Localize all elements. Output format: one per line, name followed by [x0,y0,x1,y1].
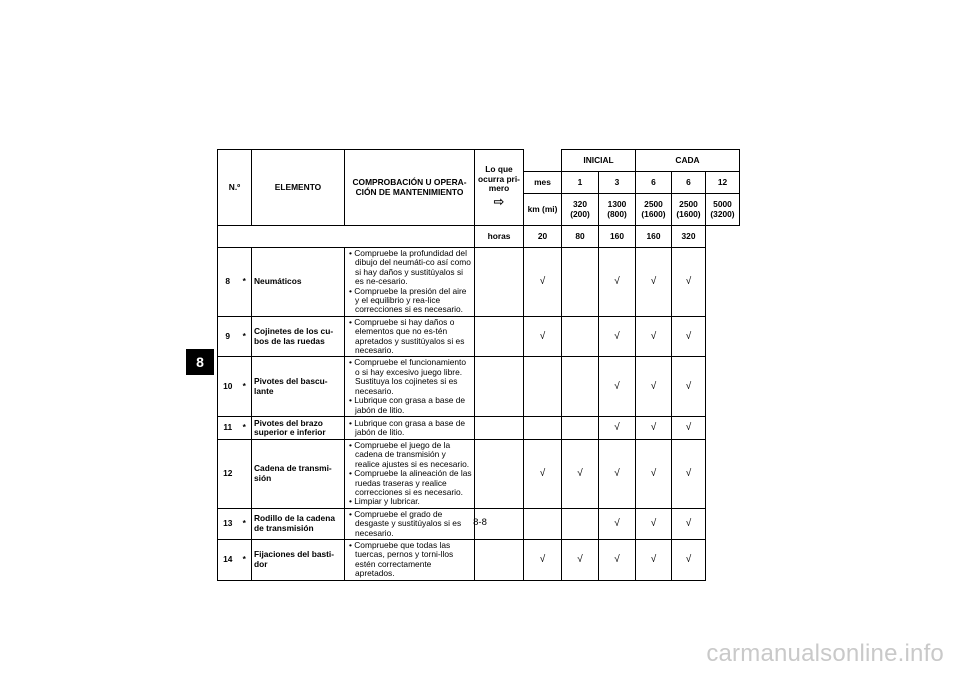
row-mark: * [238,248,252,317]
check-bullet: • Lubrique con grasa a base de jabón de litio. [349,417,466,437]
header-km-value: 2500 (1600) [672,194,706,226]
header-item: ELEMENTO [252,150,345,226]
table-row [218,416,740,439]
header-km-label: km (mi) [524,194,562,226]
row-checks [345,357,475,416]
interval-check: √ [636,316,672,357]
row-mark: * [238,539,252,580]
row-first-blank [475,357,524,416]
row-item: Cadena de transmi-sión [252,439,345,508]
interval-check [562,248,599,317]
row-first-blank [475,316,524,357]
check-bullet: • Compruebe el funcionamiento o si hay excesivo juego libre. Sustituya los cojinetes si es necesario. [349,357,466,396]
interval-check: √ [636,508,672,539]
header-month-value: 12 [706,172,740,194]
header-spacer [218,226,475,248]
row-first-blank [475,539,524,580]
interval-check: √ [636,539,672,580]
header-first-label: Lo que ocurra pri-mero [478,164,520,193]
header-month-value: 3 [599,172,636,194]
header-every: CADA [636,150,740,172]
header-month-label: mes [524,172,562,194]
row-number: 11 [218,416,238,439]
row-number: 13 [218,508,238,539]
row-item: Pivotes del brazo superior e inferior [252,416,345,439]
interval-check: √ [562,539,599,580]
check-bullet: • Lubrique con grasa a base de jabón de litio. [349,395,466,415]
interval-check: √ [636,439,672,508]
row-number: 9 [218,316,238,357]
check-bullet: • Compruebe la profundidad del dibujo del neumáti-co así como si hay daños y sustitúyalos si es ne-cesario. [349,248,471,287]
table-row [218,357,740,416]
header-km-value: 5000 (3200) [706,194,740,226]
row-first-blank [475,416,524,439]
header-hours-value: 80 [562,226,599,248]
row-mark: * [238,357,252,416]
row-number: 10 [218,357,238,416]
chapter-tab: 8 [186,349,214,375]
table-row [218,316,740,357]
interval-check: √ [672,416,706,439]
row-item: Rodillo de la cadena de transmisión [252,508,345,539]
interval-check: √ [599,508,636,539]
interval-check: √ [524,316,562,357]
header-hours-value: 160 [599,226,636,248]
table-row [218,439,740,508]
maintenance-schedule-table [217,149,740,581]
interval-check: √ [599,539,636,580]
interval-check: √ [599,416,636,439]
row-item: Fijaciones del basti-dor [252,539,345,580]
row-checks [345,316,475,357]
row-mark: * [238,508,252,539]
row-first-blank [475,439,524,508]
header-month-value: 6 [636,172,672,194]
table-row [218,539,740,580]
interval-check: √ [672,357,706,416]
header-month-value: 1 [562,172,599,194]
interval-check: √ [672,508,706,539]
arrow-right-icon: ⇨ [493,194,505,210]
header-check: COMPROBACIÓN U OPERA-CIÓN DE MANTENIMIENTO [345,150,475,226]
table-row [218,248,740,317]
row-checks [345,439,475,508]
interval-check [524,416,562,439]
row-item: Pivotes del bascu-lante [252,357,345,416]
interval-check: √ [672,439,706,508]
row-number: 14 [218,539,238,580]
interval-check: √ [636,357,672,416]
header-num: N.º [218,150,252,226]
interval-check: √ [599,439,636,508]
row-mark: * [238,416,252,439]
check-bullet: • Compruebe la alineación de las ruedas traseras y realice correcciones si es necesario. [349,468,472,497]
interval-check: √ [562,439,599,508]
row-checks [345,416,475,439]
page-number: 8-8 [473,517,487,528]
row-item: Neumáticos [252,248,345,317]
row-first-blank [475,248,524,317]
interval-check: √ [599,316,636,357]
interval-check: √ [524,248,562,317]
row-mark [238,439,252,508]
row-checks [345,248,475,317]
check-bullet: • Compruebe el juego de la cadena de transmisión y realice ajustes si es necesario. [349,439,470,469]
interval-check [562,316,599,357]
interval-check: √ [636,248,672,317]
interval-check: √ [672,539,706,580]
interval-check: √ [672,316,706,357]
header-hours-value: 320 [672,226,706,248]
interval-check: √ [672,248,706,317]
header-first [475,150,524,226]
row-mark: * [238,316,252,357]
header-km-value: 1300 (800) [599,194,636,226]
interval-check: √ [636,416,672,439]
interval-check: √ [524,439,562,508]
interval-check [524,357,562,416]
row-checks [345,539,475,580]
header-hours-value: 160 [636,226,672,248]
header-month-value: 6 [672,172,706,194]
watermark-logo: carmanualsonline.info [706,640,944,667]
interval-check [562,416,599,439]
check-bullet: • Limpiar y lubricar. [349,496,420,507]
header-initial: INICIAL [562,150,636,172]
row-number: 8 [218,248,238,317]
check-bullet: • Compruebe el grado de desgaste y sustitúyalos si es necesario. [349,508,462,538]
interval-check: √ [599,248,636,317]
header-km-value: 320 (200) [562,194,599,226]
header-km-value: 2500 (1600) [636,194,672,226]
interval-check [562,357,599,416]
check-bullet: • Compruebe si hay daños o elementos que no es-tén apretados y sustitúyalos si es necesario. [349,316,465,356]
check-bullet: • Compruebe la presión del aire y el equilibrio y rea-lice correcciones si es necesario. [349,285,467,315]
header-hours-label: horas [475,226,524,248]
check-bullet: • Compruebe que todas las tuercas, pernos y torni-llos estén correctamente apretados. [349,539,454,579]
header-hours-value: 20 [524,226,562,248]
header-blank [524,150,562,172]
row-item: Cojinetes de los cu-bos de las ruedas [252,316,345,357]
row-number: 12 [218,439,238,508]
interval-check: √ [524,539,562,580]
interval-check: √ [599,357,636,416]
